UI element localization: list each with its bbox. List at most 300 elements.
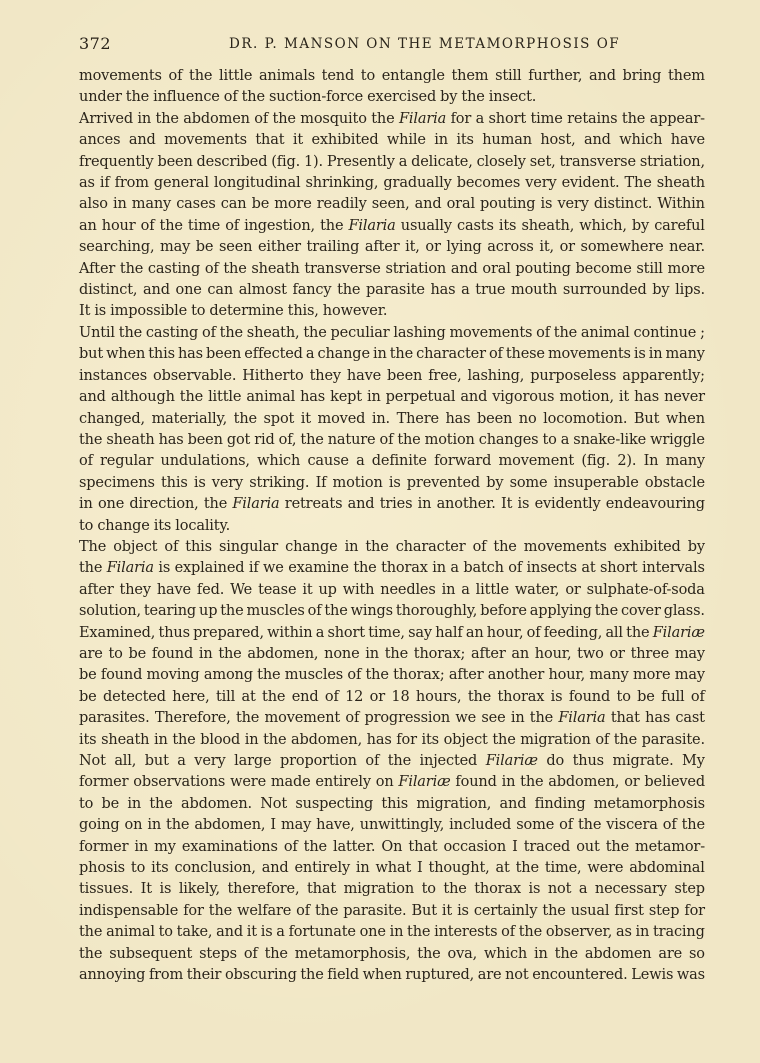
word: by	[687, 538, 705, 555]
word: many	[589, 667, 629, 684]
word: glass.	[663, 603, 705, 620]
word: instances	[79, 367, 148, 384]
text-line	[79, 109, 705, 130]
word: parasite.	[343, 902, 407, 919]
word: nature	[327, 431, 376, 448]
word: been	[477, 410, 513, 427]
word: to	[108, 645, 123, 662]
word: thoroughly,	[395, 603, 478, 620]
word: from	[148, 967, 184, 984]
word: impossible	[110, 303, 188, 320]
word: entangle	[381, 68, 445, 84]
word: metamorphosis,	[294, 945, 411, 962]
word: in	[417, 496, 432, 513]
word: however.	[322, 303, 388, 320]
word: never	[664, 389, 705, 406]
word: in	[510, 710, 525, 727]
word: this	[161, 474, 188, 491]
word: fortunate	[288, 924, 356, 941]
word: Not	[260, 795, 288, 812]
word: oral	[446, 196, 475, 213]
word: lips.	[675, 282, 705, 299]
word: thorax;	[413, 645, 466, 662]
word: of	[254, 110, 269, 127]
word: careful	[654, 217, 705, 234]
word: and	[414, 196, 442, 213]
word: welfare	[237, 902, 292, 919]
word: it,	[405, 239, 420, 256]
word: time,	[544, 860, 582, 877]
word: sheath	[101, 731, 150, 748]
word: frequently	[79, 153, 154, 170]
word: retreats	[284, 496, 343, 513]
word: obscuring	[224, 967, 297, 984]
word: the	[79, 924, 103, 941]
word: insuperable	[553, 474, 639, 491]
word: the	[179, 389, 204, 406]
text-line	[79, 301, 705, 322]
word: believed	[644, 774, 705, 791]
word: Therefore,	[154, 710, 231, 727]
word: tease	[258, 581, 297, 598]
word: change	[317, 346, 370, 363]
word: the	[407, 924, 431, 941]
word: usual	[570, 902, 610, 919]
word: its	[456, 132, 474, 149]
word: many	[665, 346, 705, 363]
italic-word: Filaria	[348, 217, 396, 234]
word: little	[219, 68, 253, 84]
text-line	[79, 837, 705, 858]
word: hours,	[415, 688, 462, 705]
word: it	[292, 132, 304, 149]
word: the	[320, 217, 344, 234]
word: mouth	[511, 282, 558, 299]
word: up	[199, 603, 218, 620]
word: found	[455, 774, 497, 791]
word: by	[652, 282, 670, 299]
word: take,	[176, 924, 213, 941]
word: the	[149, 795, 173, 812]
word: tend	[321, 68, 355, 84]
word: observer,	[545, 924, 613, 941]
word: purposeless	[530, 367, 617, 384]
word: to	[616, 688, 631, 705]
word: hour,	[486, 624, 524, 641]
word: insect.	[488, 89, 537, 106]
word: in	[112, 196, 127, 213]
word: the	[172, 731, 196, 748]
word: mosquito	[300, 110, 367, 127]
word: out	[576, 838, 600, 855]
word: of	[559, 817, 573, 834]
word: the	[520, 774, 544, 791]
word: continue	[633, 324, 697, 341]
word: have	[670, 132, 705, 149]
word: After	[79, 260, 116, 277]
text-line	[79, 580, 705, 601]
word: step	[648, 902, 680, 919]
word: are	[79, 645, 103, 662]
word: I	[417, 860, 423, 877]
word: injected	[419, 753, 478, 769]
word: therefore,	[227, 881, 300, 898]
word: one	[359, 924, 386, 941]
word: is	[517, 496, 530, 513]
word: abdomen.	[180, 795, 252, 812]
word: likely,	[178, 881, 220, 898]
word: a	[356, 453, 365, 470]
text-line	[79, 644, 705, 665]
word: half	[435, 624, 463, 641]
word: in	[372, 346, 387, 363]
text-line	[79, 259, 705, 280]
word: sheath,	[521, 217, 575, 234]
word: at	[241, 688, 256, 705]
word: its	[498, 217, 517, 234]
word: found	[568, 688, 611, 705]
word: from	[114, 175, 149, 192]
word: Not	[79, 753, 106, 769]
word: it	[618, 389, 630, 406]
word: one	[175, 282, 202, 299]
word: after	[79, 581, 114, 598]
word: in	[635, 924, 650, 941]
word: the	[208, 902, 233, 919]
word: abdomen,	[548, 774, 620, 791]
word: in	[344, 538, 359, 555]
word: many	[665, 453, 705, 470]
word: a	[461, 282, 470, 299]
word: of	[168, 68, 183, 84]
word: going	[79, 817, 120, 834]
word: examine	[288, 560, 349, 577]
word: migrate.	[612, 753, 674, 769]
word: movements	[523, 538, 607, 555]
text-line	[79, 879, 705, 900]
word: time	[530, 110, 563, 127]
italic-word: Filariæ	[652, 624, 705, 641]
word: (fig.	[581, 453, 611, 470]
word: another	[487, 667, 545, 684]
word: it	[441, 902, 453, 919]
word: observable.	[153, 367, 237, 384]
word: the	[365, 538, 389, 555]
word: occasion	[443, 838, 507, 855]
word: not	[547, 881, 572, 898]
word: of	[536, 324, 550, 341]
word: with	[342, 581, 375, 598]
word: the	[272, 110, 296, 127]
word: is	[388, 474, 401, 491]
word: Arrived	[79, 110, 133, 127]
word: them	[451, 68, 489, 84]
text-line	[79, 451, 705, 472]
word: among	[203, 667, 253, 684]
word: movements	[79, 68, 162, 84]
text-line	[79, 708, 705, 729]
italic-word: Filaria	[106, 560, 154, 577]
word: forward	[434, 453, 492, 470]
word: they	[119, 581, 151, 598]
word: of	[595, 731, 610, 748]
word: of	[472, 538, 487, 555]
word: of	[283, 838, 298, 855]
word: got	[226, 431, 251, 448]
word: explained	[174, 560, 245, 577]
word: short	[327, 624, 365, 641]
word: in	[366, 389, 381, 406]
word: The	[624, 175, 652, 192]
word: cause	[307, 453, 349, 470]
word: included	[449, 817, 512, 834]
word: very	[525, 175, 557, 192]
word: to	[542, 431, 557, 448]
word: little	[208, 389, 242, 406]
word: exhibited	[613, 538, 681, 555]
word: of	[79, 453, 93, 470]
word: when	[665, 410, 705, 427]
word: bring	[622, 68, 662, 84]
word: before	[480, 603, 527, 620]
word: distinct.	[593, 196, 653, 213]
word: a	[560, 431, 570, 448]
word: parasites.	[79, 710, 150, 727]
word: the	[324, 603, 348, 620]
word: in.	[371, 410, 390, 427]
word: been	[157, 153, 193, 170]
word: There	[396, 410, 439, 427]
word: has	[430, 282, 456, 299]
word: cases	[176, 196, 216, 213]
word: to	[130, 860, 146, 877]
word: after	[364, 239, 400, 256]
text-line	[79, 601, 705, 622]
word: if	[99, 175, 110, 192]
word: in	[137, 110, 152, 127]
word: gradually	[383, 175, 452, 192]
word: striation	[385, 260, 447, 277]
word: specimens	[79, 474, 155, 491]
word: steps	[199, 945, 237, 962]
word: been	[187, 431, 223, 448]
word: usually	[400, 217, 452, 234]
word: former	[79, 774, 129, 791]
word: entirely	[315, 774, 371, 791]
italic-word: Filariæ	[398, 774, 451, 791]
word: when	[362, 967, 402, 984]
word: have,	[316, 817, 355, 834]
word: a	[305, 346, 315, 363]
text-line	[79, 922, 705, 943]
word: become	[575, 260, 632, 277]
word: in	[501, 774, 516, 791]
word: in	[127, 795, 142, 812]
word: in	[389, 924, 404, 941]
text-line	[79, 130, 705, 151]
page-number: 372	[79, 34, 112, 53]
word: needles	[380, 581, 436, 598]
word: see	[481, 710, 506, 727]
word: viscera	[606, 817, 658, 834]
word: of	[365, 753, 380, 769]
word: of	[243, 945, 258, 962]
word: evident.	[561, 175, 620, 192]
word: object	[443, 731, 488, 748]
word: kept	[330, 389, 362, 406]
word: of	[324, 688, 339, 705]
word: the	[554, 945, 578, 962]
word: lashing	[393, 324, 446, 341]
word: the	[262, 688, 286, 705]
word: migration	[343, 881, 415, 898]
word: the	[125, 89, 150, 106]
word: by	[440, 89, 458, 106]
word: none	[324, 645, 360, 662]
word: the	[235, 710, 260, 727]
text-line	[79, 665, 705, 686]
word: phosis	[79, 860, 125, 877]
word: the	[387, 753, 411, 769]
word: this	[185, 538, 212, 555]
word: of,	[278, 431, 297, 448]
word: movement	[264, 710, 341, 727]
word: movements	[449, 324, 533, 341]
word: motion	[332, 474, 383, 491]
word: delicate,	[411, 153, 473, 170]
word: change	[285, 538, 338, 555]
word: may	[281, 817, 312, 834]
word: in	[441, 581, 456, 598]
word: traced	[523, 838, 571, 855]
word: in	[198, 645, 213, 662]
word: be	[637, 688, 655, 705]
word: ;	[700, 324, 705, 341]
text-line	[79, 323, 705, 344]
word: of	[526, 624, 541, 641]
word: interests	[434, 924, 498, 941]
word: rid	[254, 431, 275, 448]
word: character	[416, 346, 486, 363]
word: encountered.	[532, 967, 628, 984]
word: It	[79, 303, 91, 320]
word: for	[450, 110, 472, 127]
word: batch	[463, 560, 504, 577]
word: the	[492, 731, 516, 748]
word: animal	[580, 324, 630, 341]
word: surrounded	[562, 282, 647, 299]
text-line	[79, 944, 705, 965]
word: be	[128, 645, 147, 662]
word: exhibited	[311, 132, 379, 149]
word: general	[153, 175, 209, 192]
word: of	[225, 217, 239, 234]
word: the	[613, 731, 638, 748]
text-line	[79, 494, 705, 515]
word: of	[347, 667, 362, 684]
word: tissues.	[79, 881, 134, 898]
word: we	[455, 710, 477, 727]
word: of	[508, 560, 523, 577]
text-line	[79, 473, 705, 494]
word: casting	[147, 260, 201, 277]
word: the	[515, 860, 539, 877]
word: the	[300, 967, 324, 984]
text-line	[79, 194, 705, 215]
word: certainly	[473, 902, 538, 919]
word: and	[216, 924, 243, 941]
word: entirely	[294, 860, 351, 877]
word: first	[614, 902, 644, 919]
word: the	[493, 538, 517, 555]
text-line	[79, 173, 705, 194]
word: movement	[498, 453, 575, 470]
word: the	[605, 838, 629, 855]
word: a	[398, 153, 408, 170]
word: determine	[209, 303, 284, 320]
word: prepared,	[193, 624, 264, 641]
text-line	[79, 965, 705, 986]
word: that	[610, 710, 640, 727]
word: wriggle	[650, 431, 705, 448]
word: to	[421, 881, 436, 898]
word: transverse	[304, 260, 381, 277]
word: and	[128, 132, 156, 149]
word: be	[79, 688, 97, 705]
word: and	[143, 282, 170, 299]
word: has	[177, 346, 203, 363]
word: has	[645, 710, 671, 727]
word: some	[509, 474, 548, 491]
running-head: DR. P. MANSON ON THE METAMORPHOSIS OF	[229, 36, 621, 52]
word: true	[475, 282, 506, 299]
word: many	[131, 196, 172, 213]
word: very	[211, 474, 244, 491]
word: muscles	[246, 603, 305, 620]
word: its	[151, 860, 169, 877]
text-line	[79, 772, 705, 793]
word: can	[207, 282, 234, 299]
word: locality.	[175, 517, 231, 534]
word: has	[158, 431, 184, 448]
word: Presently	[326, 153, 395, 170]
word: changes	[478, 431, 539, 448]
word: somewhere	[580, 239, 664, 256]
word: proportion	[279, 753, 357, 769]
word: abdomen	[584, 945, 652, 962]
word: in	[244, 731, 259, 748]
word: movements	[547, 346, 631, 363]
word: of	[307, 603, 322, 620]
word: necessary	[594, 881, 667, 898]
word: is	[550, 688, 563, 705]
word: finding	[534, 795, 586, 812]
word: it	[300, 410, 311, 427]
word: was	[676, 967, 705, 984]
word: its	[79, 731, 97, 748]
word: longitudinal	[213, 175, 301, 192]
word: the	[577, 817, 602, 834]
word: short	[488, 110, 527, 127]
word: seen	[218, 239, 253, 256]
word: or	[609, 645, 625, 662]
word: feeding,	[543, 624, 603, 641]
word: influence	[153, 89, 220, 106]
text-line	[79, 751, 705, 772]
word: they	[309, 367, 341, 384]
word: described	[196, 153, 268, 170]
word: which	[257, 453, 301, 470]
